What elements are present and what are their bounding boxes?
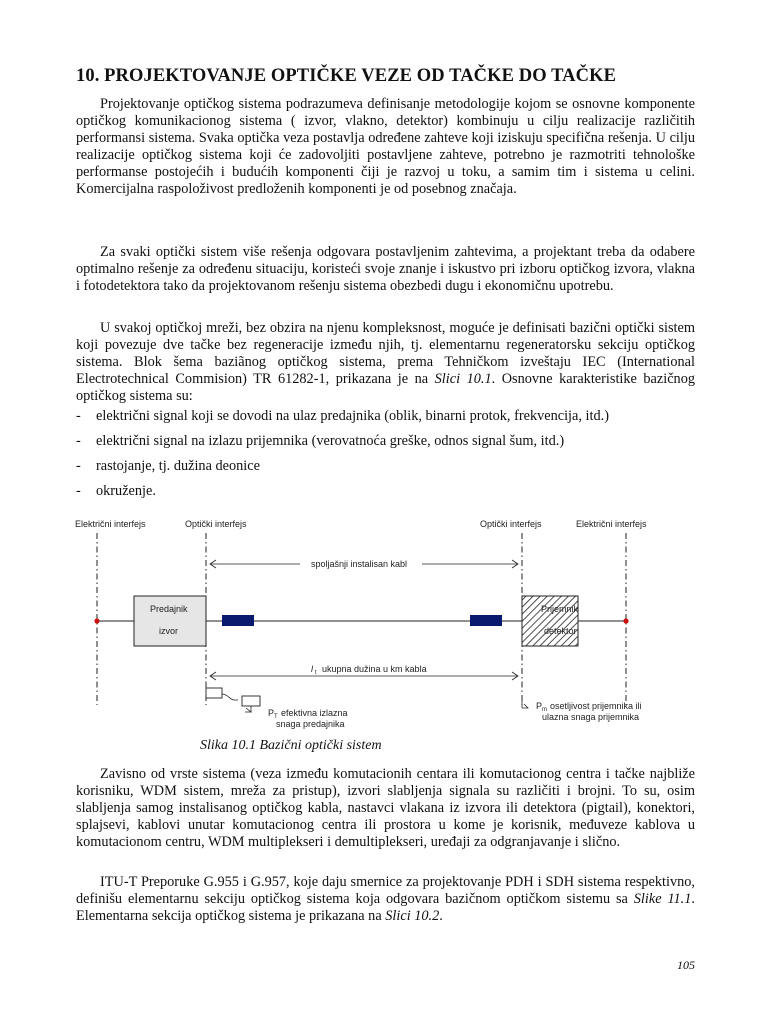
length-symbol: l bbox=[311, 664, 313, 674]
label-optical-interface-right: Optički interfejs bbox=[480, 519, 542, 529]
figure-caption: Slika 10.1 Bazični optički sistem bbox=[200, 738, 382, 753]
label-electrical-interface-left: Električni interfejs bbox=[75, 519, 146, 529]
pt-symbol: P bbox=[268, 708, 275, 718]
label-electrical-interface-right: Električni interfejs bbox=[576, 519, 647, 529]
length-subscript: t bbox=[315, 670, 317, 676]
label-optical-interface-left: Optički interfejs bbox=[185, 519, 247, 529]
list-item-text: električni signal na izlazu prijemnika (verovatnoća greške, odnos signal šum, itd.) bbox=[96, 433, 565, 449]
paragraph-solutions bbox=[76, 244, 695, 295]
pr-pointer bbox=[522, 704, 528, 708]
connector-right bbox=[470, 615, 502, 626]
page-number: 105 bbox=[677, 958, 695, 972]
block-diagram-svg bbox=[60, 510, 710, 735]
list-dash: - bbox=[76, 408, 81, 424]
paragraph-basic-system bbox=[76, 320, 695, 405]
paragraph-intro bbox=[76, 96, 695, 197]
label-total-length: ukupna dužina u km kabla bbox=[322, 664, 427, 674]
paragraph-solutions-text: Za svaki optički sistem više rešenja odgovara postavljenim zahtevima, a projektant treba da odabere optimalno rešenje za određenu situaciju, koristeći svoje znanje i iskustvo pri izboru optičkog izvora, vlakna i fotodetektora tako da projektovanom rešenju sistema obezbedi dugu i ekonomičnu upotrebu. bbox=[76, 244, 695, 294]
paragraph-attenuation bbox=[76, 766, 695, 851]
label-effective-output: efektivna izlazna bbox=[281, 708, 348, 718]
figure-reference: Slici 10.1 bbox=[434, 370, 492, 387]
pt-subscript: T bbox=[274, 714, 278, 720]
label-receiver: Prijemnik bbox=[541, 604, 579, 614]
block-diagram bbox=[60, 510, 710, 735]
paragraph-attenuation-text: Zavisno od vrste sistema (veza između komutacionih centara ili komutacionog centra i tačke najbliže korisniku, WDM sistem, mreža za pristup), izvori slabljenja signala su različiti i brojni. To su, osim slabljenja samog instalisanog optičkog kabla, nastavci vlakana iz izvora ili detektora (pigtail), konektori, splajsevi, kablovi unutar komutacionog centra ili prostora u kome je korisnik, međuveze kablova u komutacionom centru, WDM multiplekseri i demultiplekseri, uređaji za odgranjavanje i slično. bbox=[76, 766, 695, 850]
paragraph-itu-mid: . Elementarna sekcija optičkog sistema je prikazana na bbox=[76, 890, 695, 924]
paragraph-itu-tail: . bbox=[439, 907, 443, 924]
list-item-text: električni signal koji se dovodi na ulaz predajnika (oblik, binarni protok, frekvencija, itd.) bbox=[96, 408, 609, 424]
list-item-text: okruženje. bbox=[96, 483, 156, 499]
connector-left bbox=[222, 615, 254, 626]
pr-symbol: P bbox=[536, 701, 543, 711]
label-receiver-input-power: ulazna snaga prijemnika bbox=[542, 712, 640, 722]
paragraph-basic-system-tail: . Osnovne karakteristike bazičnog optičkog sistema su: bbox=[76, 370, 696, 404]
label-detector: detektor bbox=[544, 626, 577, 636]
label-source: izvor bbox=[159, 626, 179, 636]
pr-subscript: m bbox=[542, 707, 547, 713]
list-item-text: rastojanje, tj. dužina deonice bbox=[96, 458, 260, 474]
paragraph-intro-text: Projektovanje optičkog sistema podrazumeva definisanje metodologije kojom se osnovne komponente optičkog komunikacionog sistema ( izvor, vlakno, detektor) kombinuju u cilju realizacije različitih performansi sistema. Svaka optička veza postavlja određene zahteve koji iziskuju specifična rešenja. U cilju realizacije optičkog sistema koji će zadovoljiti postavljene zahteve, potrebno je razmotriti tehnološke performanse postojećih i budućih komponenti čiji je razvoj u toku, a samim tim i sistema u celini. Komercijalna raspoloživost predloženih komponenti je od posebnog značaja. bbox=[76, 96, 695, 197]
pt-pointer bbox=[245, 708, 251, 712]
figure-reference: Slike 11.1 bbox=[633, 890, 692, 907]
paragraph-itu-text: ITU-T Preporuke G.955 i G.957, koje daju smernice za projektovanje PDH i SDH sistema respektivno, definišu elementarnu sekciju optičkog sistema koja odgovara bazičnom optičkom sistemu sa bbox=[76, 874, 695, 907]
figure-reference: Slici 10.2 bbox=[385, 907, 440, 924]
power-sensor-box bbox=[242, 696, 260, 706]
label-receiver-sensitivity: osetljivost prijemnika ili bbox=[550, 701, 642, 711]
transmitter-power-meter bbox=[206, 688, 222, 698]
output-terminal-dot bbox=[623, 618, 628, 623]
paragraph-basic-system-text: U svakoj optičkoj mreži, bez obzira na njenu kompleksnost, moguće je definisati bazični optički sistem koji povezuje dve tačke bez regeneracije između njih, tj. elementarnu regeneratorsku sekciju optičkog sistema. Blok šema baziãnog optičkog sistema, prema Tehničkom izveštaju IEC (International Electrotechnical Commision) TR 61282-1, prikazana je na bbox=[76, 320, 695, 387]
list-dash: - bbox=[76, 433, 81, 449]
input-terminal-dot bbox=[94, 618, 99, 623]
label-transmitter-power: snaga predajnika bbox=[276, 719, 345, 729]
paragraph-itu bbox=[76, 874, 695, 925]
section-title: 10. PROJEKTOVANJE OPTIČKE VEZE OD TAČKE DO TAČKE bbox=[76, 66, 617, 86]
pigtail-curve bbox=[222, 694, 238, 700]
list-dash: - bbox=[76, 458, 81, 474]
label-cable: spoljašnji instalisan kabl bbox=[311, 559, 408, 569]
list-dash: - bbox=[76, 483, 81, 499]
label-transmitter: Predajnik bbox=[150, 604, 188, 614]
